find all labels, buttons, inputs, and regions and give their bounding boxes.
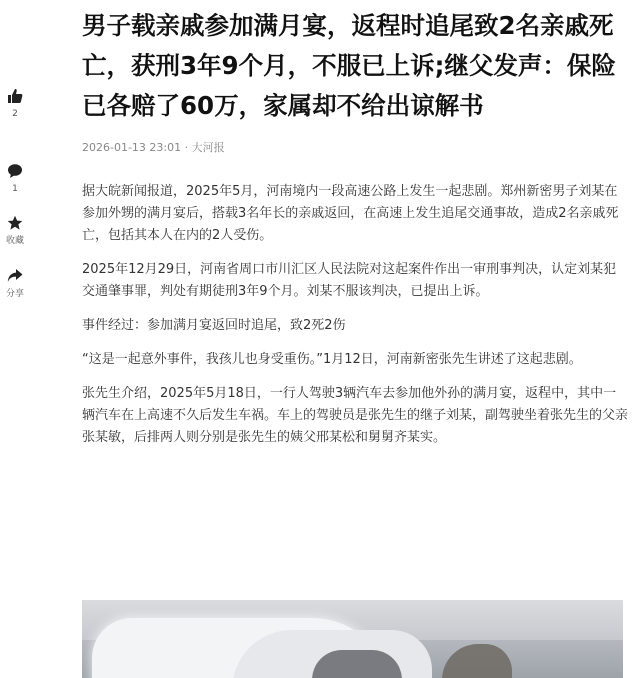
share-label: 分享 [5, 289, 24, 299]
photo-debris-shape [442, 644, 512, 678]
comment-button[interactable] [0, 163, 30, 195]
thumbs-up-icon [7, 88, 23, 104]
article-paragraph: “这是一起意外事件，我孩儿也身受重伤。”1月12日，河南新密张先生讲述了这起悲剧。 [82, 352, 582, 367]
article-photo [82, 600, 623, 678]
interaction-sidebar [0, 0, 30, 678]
share-icon [7, 268, 23, 284]
collect-button[interactable] [0, 215, 30, 247]
article [82, 6, 628, 449]
article-meta: 2026-01-13 23:01 · 大河报 [82, 141, 225, 154]
like-button[interactable] [0, 88, 30, 120]
comment-count: 1 [12, 184, 18, 194]
article-paragraph: 张先生介绍，2025年5月18日，一行人驾驶3辆汽车去参加他外孙的满月宴，返程中，其中一辆汽车在上高速不久后发生车祸。车上的驾驶员是张先生的继子刘某，副驾驶坐着张先生的父亲张某敏，后排两人则分别是张先生的姨父邢某松和舅舅齐某实。 [82, 386, 629, 445]
share-button[interactable] [0, 268, 30, 300]
article-subheading: 事件经过：参加满月宴返回时追尾，致2死2伤 [82, 318, 346, 333]
photo-shadow-shape [312, 650, 402, 678]
comment-icon [7, 163, 23, 179]
article-title: 男子载亲戚参加满月宴，返程时追尾致2名亲戚死亡，获刑3年9个月，不服已上诉;继父发声：保险已各赔了60万，家属却不给出谅解书 [82, 11, 616, 120]
star-icon [7, 215, 23, 231]
article-paragraph: 2025年12月29日，河南省周口市川汇区人民法院对这起案件作出一审刑事判决，认定刘某犯交通肇事罪，判处有期徒刑3年9个月。刘某不服该判决，已提出上诉。 [82, 262, 617, 299]
article-paragraph: 据大皖新闻报道，2025年5月，河南境内一段高速公路上发生一起悲剧。郑州新密男子刘某在参加外甥的满月宴后，搭载3名年长的亲戚返回，在高速上发生追尾交通事故，造成2名亲戚死亡，包括其本人在内的2人受伤。 [82, 184, 619, 243]
collect-label: 收藏 [5, 236, 24, 246]
like-count: 2 [12, 109, 18, 119]
